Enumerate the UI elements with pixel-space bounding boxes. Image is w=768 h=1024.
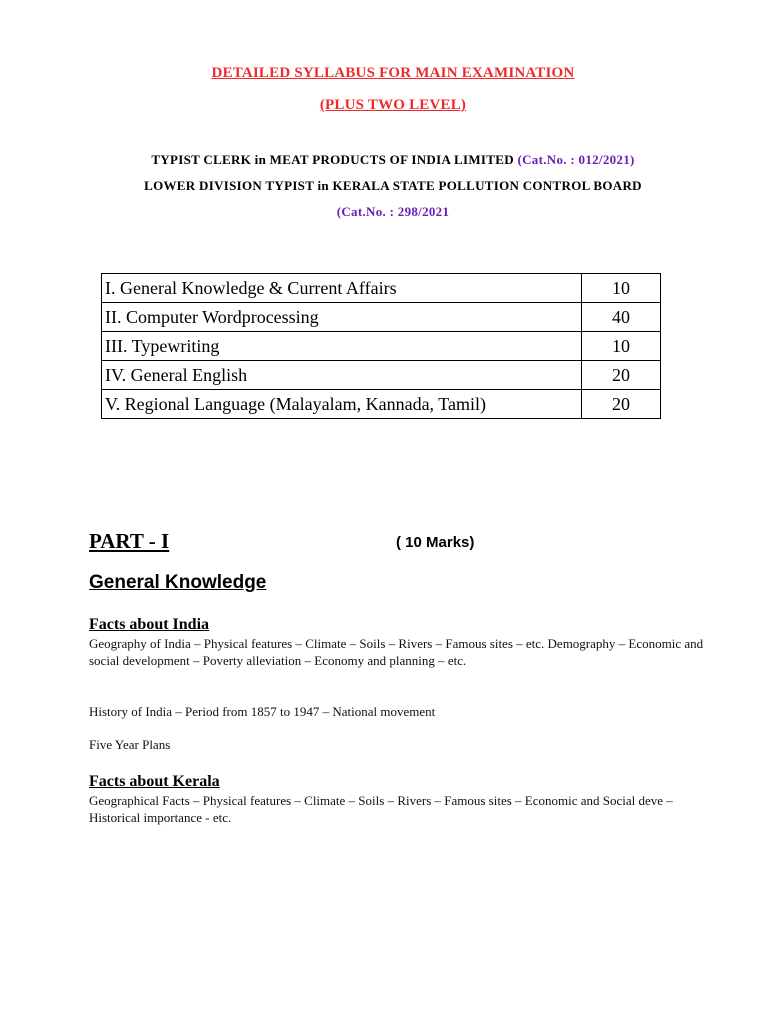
post-1-text: TYPIST CLERK in MEAT PRODUCTS OF INDIA LIMITED [151, 152, 514, 167]
subject-cell: III. Typewriting [102, 332, 582, 361]
post-line-1 [0, 152, 768, 168]
india-section-heading: Facts about India [89, 616, 210, 633]
post-line-2: LOWER DIVISION TYPIST in KERALA STATE POLLUTION CONTROL BOARD [144, 178, 642, 193]
table-row [102, 332, 661, 361]
document-title: DETAILED SYLLABUS FOR MAIN EXAMINATION [211, 65, 575, 81]
marks-table [101, 273, 661, 419]
part-heading: PART - I [89, 529, 170, 553]
subject-cell: I. General Knowledge & Current Affairs [102, 274, 582, 303]
india-paragraph-3: Five Year Plans [89, 737, 171, 752]
table-row [102, 303, 661, 332]
table-row [102, 361, 661, 390]
subject-cell: IV. General English [102, 361, 582, 390]
marks-cell: 10 [582, 274, 661, 303]
table-row [102, 274, 661, 303]
kerala-paragraph-1: Geographical Facts – Physical features – Climate – Soils – Rivers – Famous sites – Economic and Social deve – Historical importance - etc. [89, 793, 673, 825]
india-paragraph-1: Geography of India – Physical features – Climate – Soils – Rivers – Famous sites – etc. Demography – Economic and social development – Poverty alleviation – Economy and planning – etc. [89, 636, 704, 668]
marks-cell: 20 [582, 361, 661, 390]
level-subtitle: (PLUS TWO LEVEL) [319, 97, 467, 113]
subject-cell: II. Computer Wordprocessing [102, 303, 582, 332]
marks-cell: 40 [582, 303, 661, 332]
part-marks: ( 10 Marks) [396, 534, 475, 551]
subject-heading: General Knowledge [89, 572, 267, 593]
post-2-category: (Cat.No. : 298/2021 [336, 204, 450, 219]
subject-cell: V. Regional Language (Malayalam, Kannada, Tamil) [102, 390, 582, 419]
table-row [102, 390, 661, 419]
marks-cell: 10 [582, 332, 661, 361]
kerala-section-heading: Facts about Kerala [89, 773, 220, 790]
post-1-category: (Cat.No. : 012/2021) [517, 152, 635, 167]
marks-cell: 20 [582, 390, 661, 419]
india-paragraph-2: History of India – Period from 1857 to 1947 – National movement [89, 704, 436, 719]
